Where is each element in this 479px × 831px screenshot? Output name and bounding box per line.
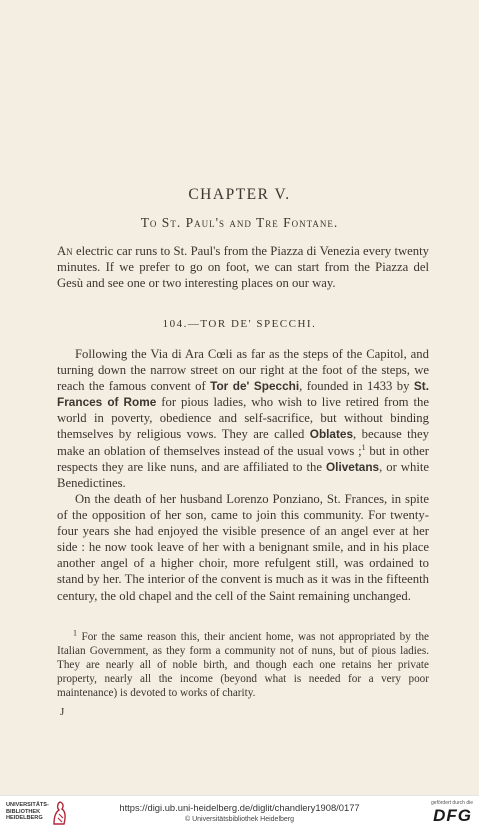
bold-term: Tor de' Specchi <box>210 379 300 394</box>
footnote-text: For the same reason this, their ancient home, was not appropriated by the Italian Government, as they form a community not of nuns, but of pious ladies. They are nearly all of noble birth, and though each one retains her private property, nearly all the income (beyond what is needed for a very poor maintenance) is devoted to works of charity. <box>57 631 429 699</box>
funded-by-label: gefördert durch die <box>431 800 473 806</box>
library-line: UNIVERSITÄTS- <box>6 802 49 808</box>
text-run: , because they make an oblation of themselves instead of the usual vows ; <box>57 427 429 458</box>
copyright-text: © Universitätsbibliothek Heidelberg <box>184 816 295 823</box>
text-run: Following the Via di Ara Cœli as far as the steps of the Capitol, and turning down the narrow street on our right at the foot of the steps, we reach the famous convent of <box>57 347 429 394</box>
text-run: for pious ladies, who wish to live retired from the world in poverty, obedience and self-sacrifice, but without binding themselves by religious vows. They are called <box>57 395 429 442</box>
text-run: , or white Benedictines. <box>57 459 429 490</box>
dfg-logo: DFG <box>433 806 472 825</box>
intro-lead-word: An <box>57 244 73 258</box>
footnote-marker: 1 <box>361 442 366 452</box>
text-run: , founded in 1433 by <box>299 379 414 394</box>
paragraph-tor-de-specchi <box>57 346 429 491</box>
section-heading: 104.—TOR DE' SPECCHI. <box>162 318 317 330</box>
footnote <box>57 630 429 700</box>
footnote-number: 1 <box>73 628 77 638</box>
paragraph-st-frances: On the death of her husband Lorenzo Ponziano, St. Frances, in spite of the opposition of her son, came to join this community. For twenty-four years she had enjoyed the visible presence of an angel ever at her side : he now took leave of her with a benignant smile, and in his place another angel of a higher choir, more refulgent still, was ordained to stand by her. The interior of the convent is much as it was in the fifteenth century, the old chapel and the cell of the Saint remaining unchanged. <box>57 492 429 603</box>
chapter-subtitle: To St. Paul's and Tre Fontane. <box>140 215 339 230</box>
text-run: but in other respects they are like nuns, and are affiliated to the <box>57 443 429 474</box>
bold-term: Oblates <box>309 427 354 442</box>
permalink-url[interactable]: https://digi.ub.uni-heidelberg.de/diglit/chandlery1908/0177 <box>119 802 360 813</box>
bold-term: Olivetans <box>325 459 380 474</box>
chapter-heading: CHAPTER V. <box>188 186 291 203</box>
intro-paragraph <box>57 243 429 291</box>
bold-term: St. Frances of Rome <box>57 379 429 410</box>
library-line: HEIDELBERG <box>6 815 43 822</box>
library-line: BIBLIOTHEK <box>6 808 41 815</box>
viewer-footer <box>0 795 479 831</box>
signature-mark: J <box>60 706 65 718</box>
intro-text: electric car runs to St. Paul's from the Piazza di Venezia every twenty minutes. If we prefer to go on foot, we can start from the Piazza del Gesù and see one or two interesting places on our way. <box>57 244 429 291</box>
